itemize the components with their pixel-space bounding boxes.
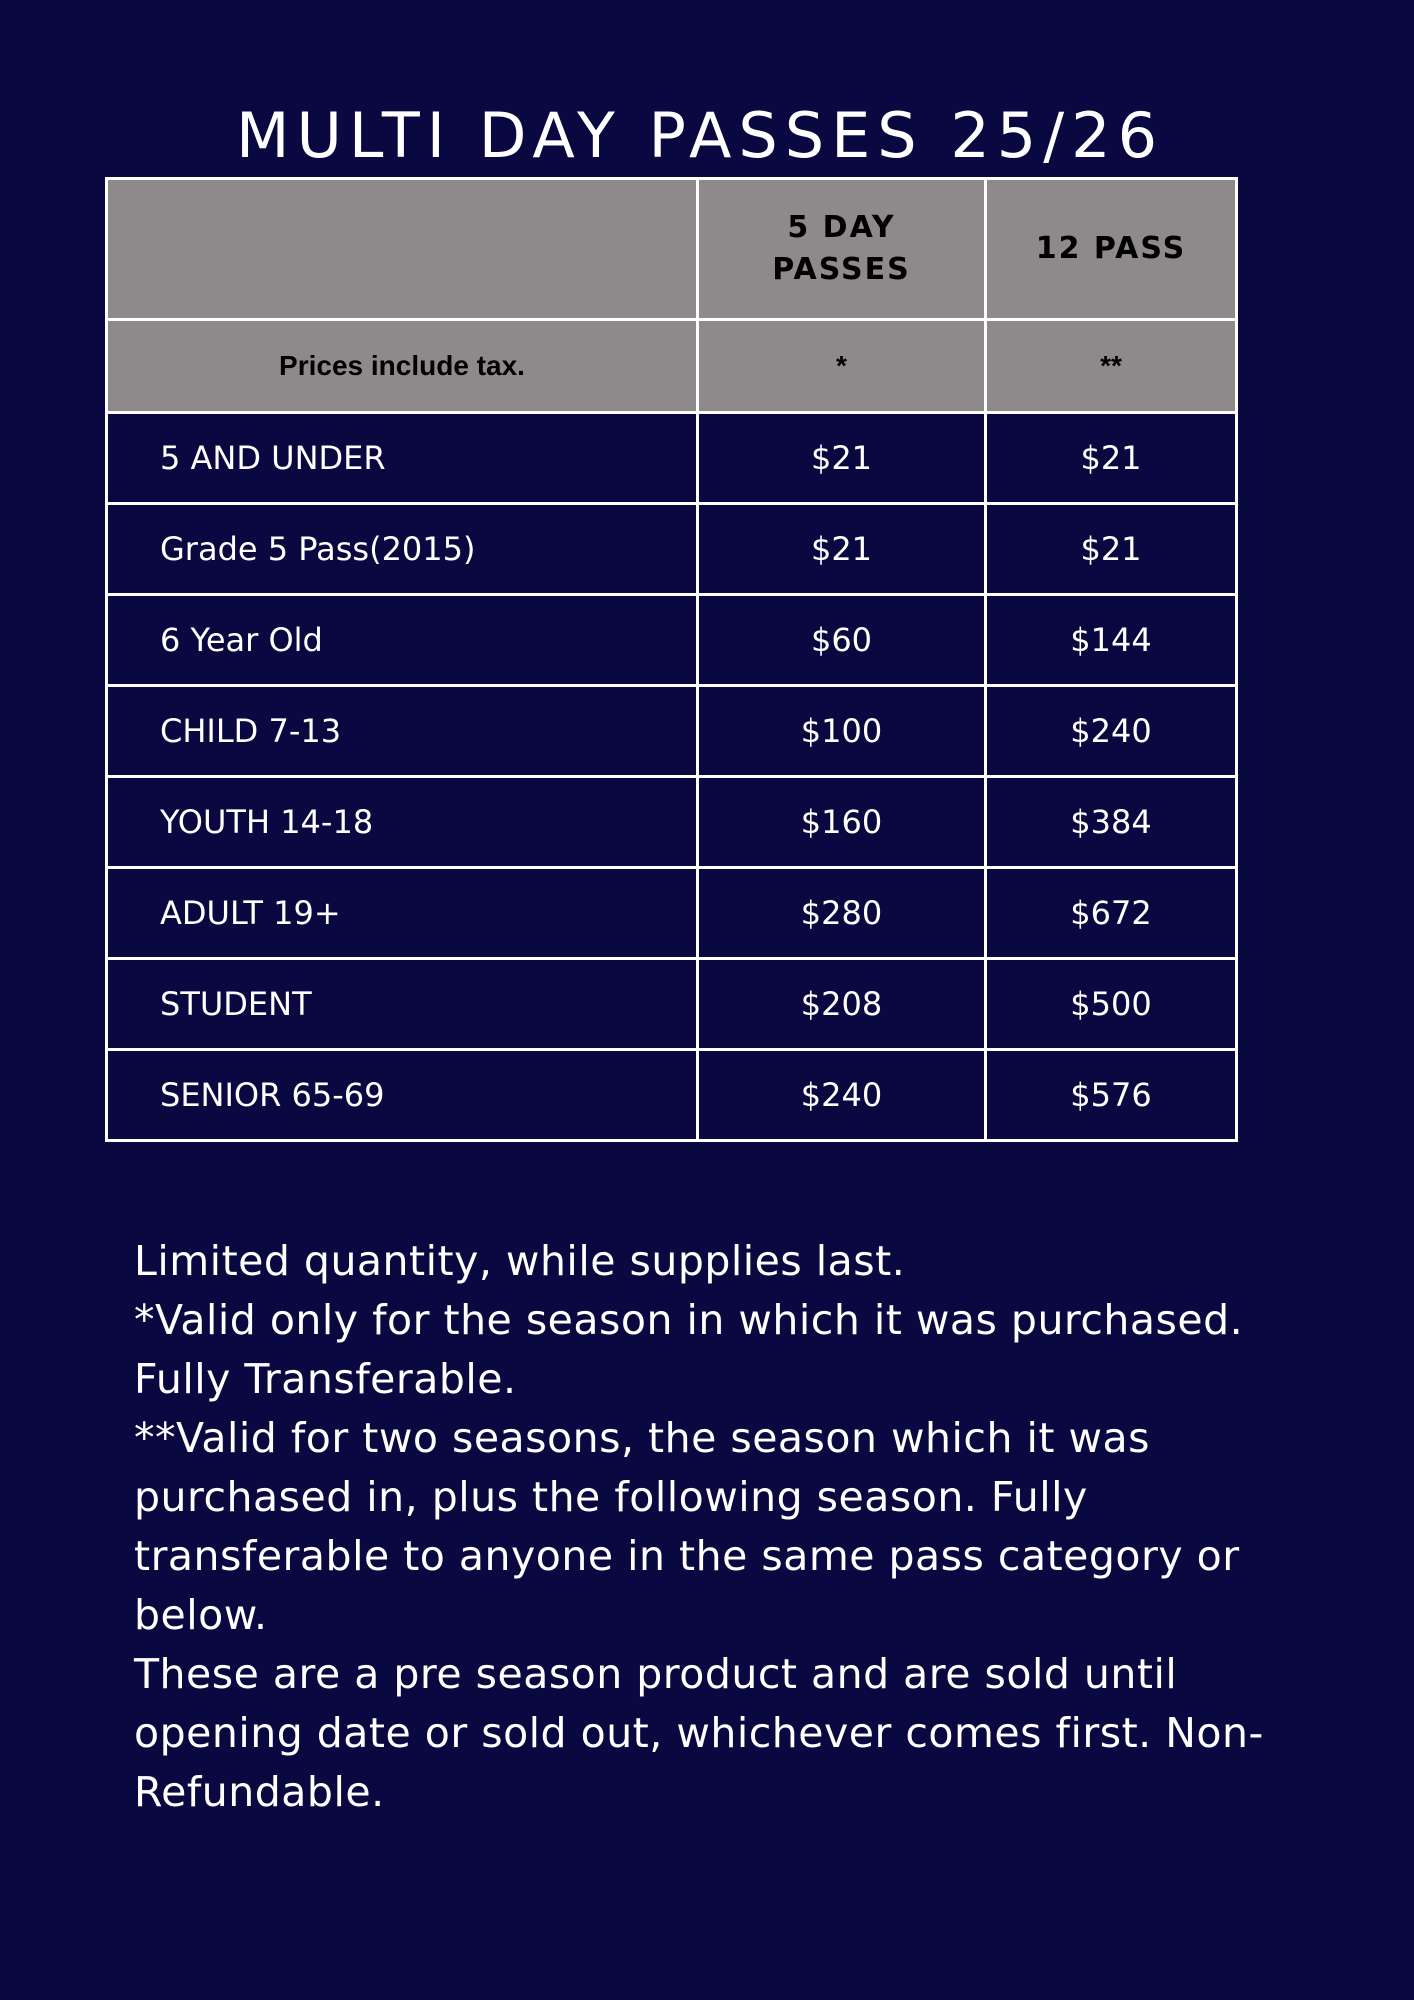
table-row [107,595,1237,686]
price-12-pass: $576 [986,1050,1237,1141]
price-5-day: $160 [698,777,986,868]
table-row [107,1050,1237,1141]
terms-notes [134,1232,1284,1822]
price-12-pass: $144 [986,595,1237,686]
price-5-day: $208 [698,959,986,1050]
note-12-pass-validity: **Valid for two seasons, the season which it was purchased in, plus the following season. Fully transferable to anyone in the same pass category or below. [134,1414,1240,1639]
table-row [107,959,1237,1050]
category-cell: Grade 5 Pass(2015) [107,504,698,595]
price-12-pass: $21 [986,413,1237,504]
category-cell: SENIOR 65-69 [107,1050,698,1141]
category-cell: 6 Year Old [107,595,698,686]
price-12-pass: $21 [986,504,1237,595]
table-row [107,504,1237,595]
marker-5-day: * [698,320,986,413]
category-cell: YOUTH 14-18 [107,777,698,868]
category-cell: 5 AND UNDER [107,413,698,504]
pass-price-table [105,177,1238,1142]
page-title: MULTI DAY PASSES 25/26 [235,99,1165,172]
table-row [107,413,1237,504]
table-header-row [107,179,1237,320]
price-12-pass: $240 [986,686,1237,777]
price-12-pass: $500 [986,959,1237,1050]
table-row [107,686,1237,777]
price-5-day: $100 [698,686,986,777]
price-5-day: $240 [698,1050,986,1141]
table-row [107,777,1237,868]
note-pre-season: These are a pre season product and are sold until opening date or sold out, whichever comes first. Non-Refundable. [134,1650,1264,1816]
price-12-pass: $384 [986,777,1237,868]
header-5-day-line1: 5 DAY [787,210,896,245]
tax-note: Prices include tax. [107,320,698,413]
header-5-day-line2: PASSES [772,252,911,287]
price-12-pass: $672 [986,868,1237,959]
note-5-day-validity: *Valid only for the season in which it was purchased. Fully Transferable. [134,1296,1244,1403]
table-row [107,868,1237,959]
header-5-day-passes [698,179,986,320]
tax-note-row [107,320,1237,413]
header-blank-cell [107,179,698,320]
category-cell: STUDENT [107,959,698,1050]
price-5-day: $21 [698,504,986,595]
marker-12-pass: ** [986,320,1237,413]
header-12-pass: 12 PASS [986,179,1237,320]
price-5-day: $21 [698,413,986,504]
price-5-day: $280 [698,868,986,959]
category-cell: CHILD 7-13 [107,686,698,777]
note-limited-quantity: Limited quantity, while supplies last. [134,1237,906,1285]
category-cell: ADULT 19+ [107,868,698,959]
price-5-day: $60 [698,595,986,686]
